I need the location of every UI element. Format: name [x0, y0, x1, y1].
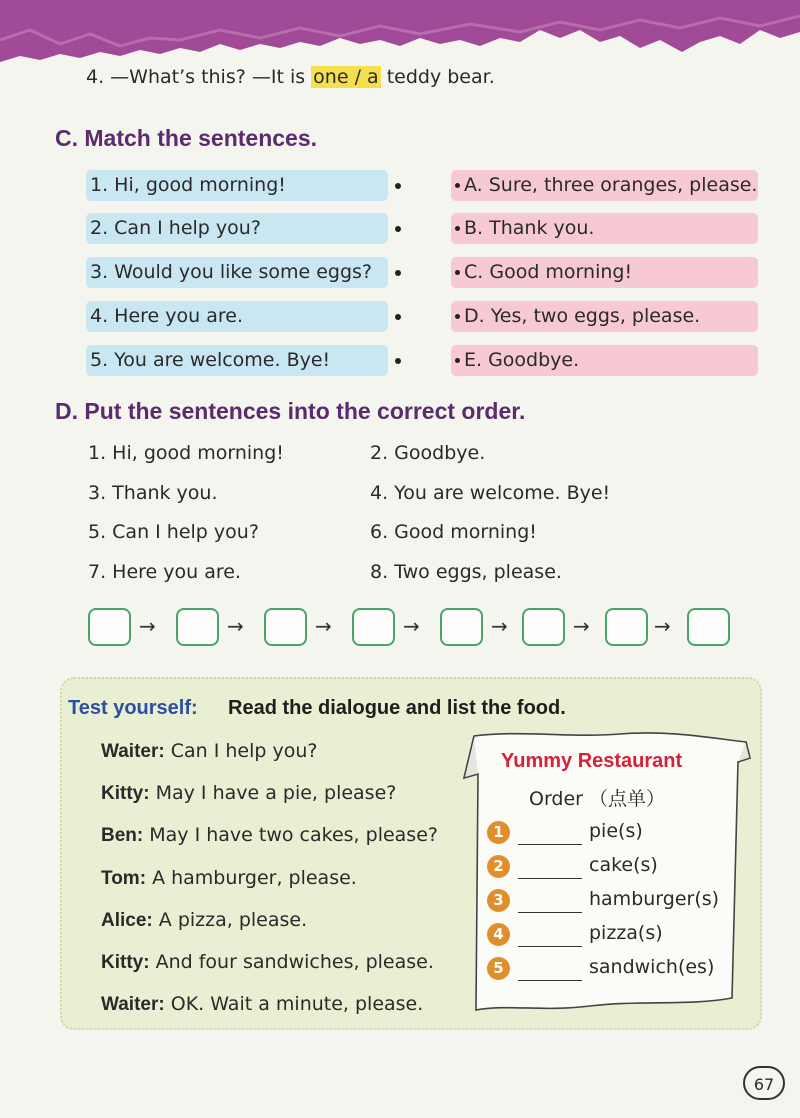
question-4 [86, 66, 495, 88]
answer-box-1[interactable] [88, 608, 131, 646]
menu-number-3: 3 [487, 889, 510, 912]
answer-box-5[interactable] [440, 608, 483, 646]
answer-box-8[interactable] [687, 608, 730, 646]
line: A hamburger, please. [146, 867, 357, 889]
match-left-4[interactable]: 4. Here you are. [86, 301, 388, 332]
line: May I have two cakes, please? [143, 824, 438, 846]
match-right-c-text: C. Good morning! [464, 261, 633, 283]
section-c-title: C. Match the sentences. [55, 125, 318, 151]
menu-number-2: 2 [487, 855, 510, 878]
speaker: Waiter: [101, 741, 165, 762]
answer-blank-3[interactable] [518, 911, 582, 913]
order-sentence-5: 5. Can I help you? [88, 521, 259, 543]
match-dot-right-b[interactable] [455, 226, 460, 231]
menu-order-heading: Order （点单） [529, 788, 666, 810]
line: OK. Wait a minute, please. [164, 993, 424, 1015]
speaker: Waiter: [101, 994, 165, 1015]
match-left-1[interactable]: 1. Hi, good morning! [86, 170, 388, 201]
match-right-a[interactable] [451, 170, 758, 201]
match-right-d[interactable] [451, 301, 758, 332]
menu-number-4: 4 [487, 923, 510, 946]
answer-blank-2[interactable] [518, 877, 582, 879]
speaker: Kitty: [101, 783, 150, 804]
arrow-6: → [573, 614, 590, 638]
match-right-c[interactable] [451, 257, 758, 288]
dialogue-line-1 [101, 740, 317, 763]
speaker: Kitty: [101, 952, 150, 973]
match-right-e[interactable] [451, 345, 758, 376]
match-right-d-text: D. Yes, two eggs, please. [464, 305, 701, 327]
order-sentence-6: 6. Good morning! [370, 521, 537, 543]
menu-number-1: 1 [487, 821, 510, 844]
dialogue-line-2 [101, 782, 396, 805]
answer-box-7[interactable] [605, 608, 648, 646]
answer-blank-5[interactable] [518, 979, 582, 981]
page-number: 67 [743, 1066, 785, 1100]
arrow-1: → [139, 614, 156, 638]
arrow-2: → [227, 614, 244, 638]
menu-number-5: 5 [487, 957, 510, 980]
answer-blank-1[interactable] [518, 843, 582, 845]
test-instruction: Read the dialogue and list the food. [228, 697, 566, 719]
menu-title: Yummy Restaurant [501, 750, 683, 772]
match-left-3[interactable]: 3. Would you like some eggs? [86, 257, 388, 288]
header-banner [0, 0, 800, 70]
q4-choice-highlight: one / a [313, 66, 379, 88]
arrow-3: → [315, 614, 332, 638]
menu-food-2: cake(s) [589, 854, 658, 876]
match-right-e-text: E. Goodbye. [464, 349, 580, 371]
q4-suffix: teddy bear. [380, 66, 495, 88]
answer-box-4[interactable] [352, 608, 395, 646]
match-left-5[interactable]: 5. You are welcome. Bye! [86, 345, 388, 376]
arrow-5: → [491, 614, 508, 638]
order-sentence-1: 1. Hi, good morning! [88, 442, 284, 464]
line: Can I help you? [164, 740, 318, 762]
dialogue-line-7 [101, 993, 423, 1016]
match-left-2[interactable]: 2. Can I help you? [86, 213, 388, 244]
line: A pizza, please. [152, 909, 308, 931]
match-dot-left-3[interactable] [395, 270, 401, 276]
match-dot-right-c[interactable] [455, 270, 460, 275]
order-sentence-2: 2. Goodbye. [370, 442, 486, 464]
match-right-b-text: B. Thank you. [464, 217, 595, 239]
q4-prefix: 4. —What’s this? —It is [86, 66, 312, 88]
dialogue-line-4 [101, 867, 357, 890]
menu-food-4: pizza(s) [589, 922, 663, 944]
order-sentence-3: 3. Thank you. [88, 482, 218, 504]
menu-food-5: sandwich(es) [589, 956, 715, 978]
order-sentence-7: 7. Here you are. [88, 561, 241, 583]
match-right-b[interactable] [451, 213, 758, 244]
menu-food-1: pie(s) [589, 820, 643, 842]
section-d-title: D. Put the sentences into the correct order. [55, 398, 526, 424]
menu-food-3: hamburger(s) [589, 888, 720, 910]
speaker: Alice: [101, 910, 153, 931]
match-dot-right-d[interactable] [455, 314, 460, 319]
match-dot-left-1[interactable] [395, 183, 401, 189]
order-sentence-8: 8. Two eggs, please. [370, 561, 562, 583]
match-dot-right-a[interactable] [455, 183, 460, 188]
answer-box-6[interactable] [522, 608, 565, 646]
match-dot-left-5[interactable] [395, 358, 401, 364]
line: May I have a pie, please? [149, 782, 397, 804]
match-dot-right-e[interactable] [455, 358, 460, 363]
dialogue-line-5 [101, 909, 307, 932]
order-sentence-4: 4. You are welcome. Bye! [370, 482, 611, 504]
arrow-7: → [654, 614, 671, 638]
match-dot-left-4[interactable] [395, 314, 401, 320]
answer-blank-4[interactable] [518, 945, 582, 947]
dialogue-line-6 [101, 951, 434, 974]
answer-box-3[interactable] [264, 608, 307, 646]
arrow-4: → [403, 614, 420, 638]
speaker: Ben: [101, 825, 144, 846]
dialogue-line-3 [101, 824, 438, 847]
line: And four sandwiches, please. [149, 951, 434, 973]
match-dot-left-2[interactable] [395, 226, 401, 232]
match-right-a-text: A. Sure, three oranges, please. [464, 174, 758, 196]
test-yourself-label: Test yourself: [68, 697, 198, 719]
speaker: Tom: [101, 868, 147, 889]
answer-box-2[interactable] [176, 608, 219, 646]
